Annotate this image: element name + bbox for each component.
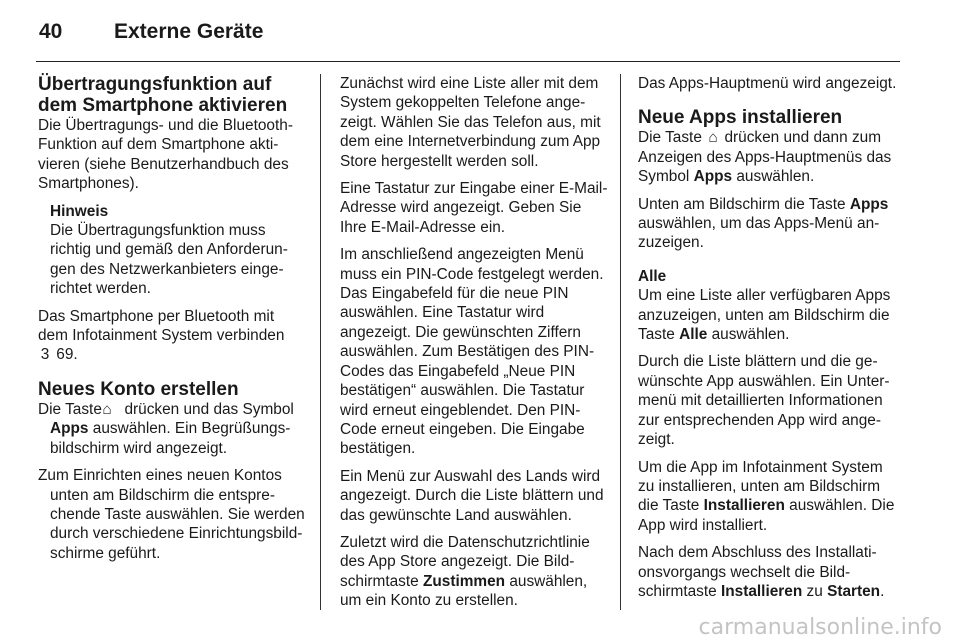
heading-new-account: Neues Konto erstellen (38, 378, 239, 400)
heading-alle: Alle (638, 267, 667, 285)
paragraph: Durch die Liste blättern und die gewünschte App auswählen. Ein Untermenü mit detaillierten Informationen zur entsprechenden App wird angezeigt. (638, 353, 890, 449)
paragraph: Die Taste ⌂ drücken und dann zum Anzeigen des Apps-Hauptmenüs das Symbol Apps auswählen. (638, 129, 892, 186)
paragraph: Zum Einrichten eines neuen Kontos unten am Bildschirm die entsprechende Taste auswählen. Sie werden durch verschiedene Einrichtungsbildschirme geführt. (38, 467, 305, 562)
paragraph: Zuletzt wird die Datenschutzrichtlinie des App Store angezeigt. Die Bildschirmtaste Zustimmen auswählen, um ein Konto zu erstellen. (340, 533, 590, 610)
paragraph: Um eine Liste aller verfügbaren Apps anzuzeigen, unten am Bildschirm die Taste Alle auswählen. (638, 287, 891, 344)
note-text: Die Übertragungsfunktion muss richtig und gemäß den Anforderungen des Netzwerkanbieters eingerichtet werden. (50, 222, 288, 298)
heading-install-apps: Neue Apps installieren (638, 107, 843, 129)
paragraph: Die Taste ⌂ drücken und das Symbol Apps auswählen. Ein Begrüßungsbildschirm wird angezeigt. (38, 400, 294, 457)
paragraph: Das Smartphone per Bluetooth mit dem Infotainment System verbinden 3 69. (38, 307, 285, 364)
column-divider-2 (620, 74, 621, 610)
paragraph: Im anschließend angezeigten Menü muss ein PIN-Code festgelegt werden. Das Eingabefeld für die neue PIN auswählen. Eine Tastatur wird angezeigt. Die gewünschten Ziffern auswählen. Zum Bestätigen des PIN-Codes das Eingabefeld „Neue PIN bestätigen“ auswählen. Die Tastatur wird erneut eingeblendet. Den PIN-Code erneut eingeben. Die Eingabe bestätigen. (340, 246, 604, 458)
column-3 (638, 74, 902, 609)
watermark: carmanualsonline.info (698, 615, 942, 640)
column-divider-1 (320, 74, 321, 610)
home-icon: ⌂ (102, 400, 112, 418)
note-box (38, 202, 306, 299)
home-icon: ⌂ (708, 129, 718, 147)
page-header (36, 18, 900, 58)
chapter-title: Externe Geräte (114, 20, 264, 43)
page-reference: 69. (56, 346, 78, 364)
paragraph: Unten am Bildschirm die Taste Apps auswählen, um das Apps-Menü anzuzeigen. (638, 195, 889, 252)
page-reference-icon: 3 (40, 346, 50, 364)
column-2 (340, 74, 608, 619)
paragraph: Zunächst wird eine Liste aller mit dem System gekoppelten Telefone angezeigt. Wählen Sie das Telefon aus, mit dem eine Internetverbindung zum App Store hergestellt werden soll. (340, 75, 601, 170)
paragraph: Um die App im Infotainment System zu installieren, unten am Bildschirm die Taste Installieren auswählen. Die App wird installiert. (638, 458, 895, 534)
heading-activate-transfer: Übertragungsfunktion auf dem Smartphone aktivieren (38, 74, 288, 116)
column-1 (38, 74, 306, 571)
paragraph: Eine Tastatur zur Eingabe einer E-Mail-Adresse wird angezeigt. Geben Sie Ihre E-Mail-Adresse ein. (340, 180, 608, 236)
paragraph: Das Apps-Hauptmenü wird angezeigt. (638, 75, 897, 92)
paragraph: Ein Menü zur Auswahl des Lands wird angezeigt. Durch die Liste blättern und das gewünschte Land auswählen. (340, 467, 604, 524)
page-number: 40 (39, 20, 63, 43)
header-rule (36, 61, 900, 62)
note-title: Hinweis (50, 202, 109, 220)
paragraph: Nach dem Abschluss des Installationsvorgangs wechselt die Bildschirmtaste Installieren zu Starten. (638, 544, 885, 600)
paragraph: Die Übertragungs- und die Bluetooth-Funktion auf dem Smartphone aktivieren (siehe Benutzerhandbuch des Smartphones). (38, 117, 293, 193)
